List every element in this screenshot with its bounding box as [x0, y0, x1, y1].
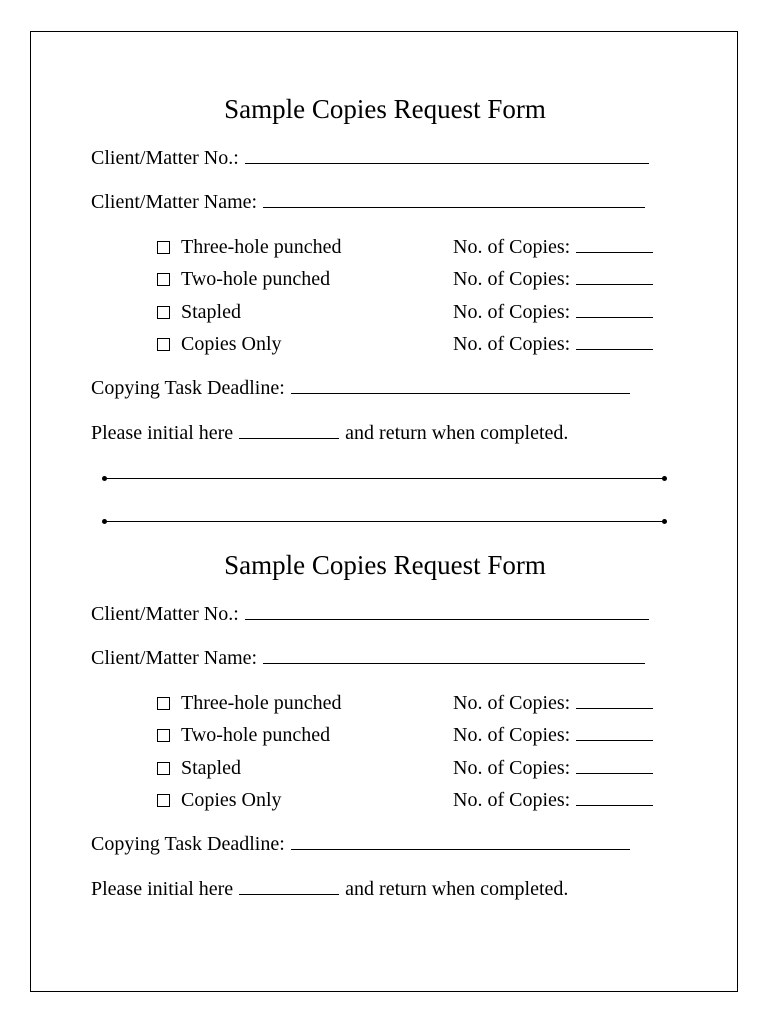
deadline-row — [91, 831, 630, 857]
initial-row — [91, 420, 568, 446]
copies-input[interactable] — [576, 266, 653, 285]
option-label: Two-hole punched — [181, 268, 331, 290]
client-matter-name-label: Client/Matter Name: — [91, 191, 258, 213]
two-hole-punched-checkbox[interactable] — [157, 273, 170, 286]
option-row-stapled — [157, 755, 672, 781]
copies-label: No. of Copies: — [453, 692, 571, 714]
copies-request-form — [0, 456, 770, 900]
client-matter-no-label: Client/Matter No.: — [91, 603, 239, 625]
two-hole-punched-checkbox[interactable] — [157, 729, 170, 742]
option-row-two-hole-punched — [157, 722, 672, 748]
stapled-checkbox[interactable] — [157, 762, 170, 775]
copies-field — [453, 787, 653, 813]
client-matter-name-label: Client/Matter Name: — [91, 647, 258, 669]
copies-input[interactable] — [576, 722, 653, 741]
copies-input[interactable] — [576, 787, 653, 806]
initial-suffix: and return when completed. — [345, 422, 569, 444]
copies-field — [453, 266, 653, 292]
option-row-three-hole-punched — [157, 234, 672, 260]
copies-label: No. of Copies: — [453, 789, 571, 811]
option-label: Stapled — [181, 301, 241, 323]
client-matter-name-row — [91, 189, 645, 215]
copies-only-checkbox[interactable] — [157, 338, 170, 351]
copies-label: No. of Copies: — [453, 724, 571, 746]
option-label: Three-hole punched — [181, 236, 342, 258]
copies-label: No. of Copies: — [453, 301, 571, 323]
copies-field — [453, 755, 653, 781]
option-label: Three-hole punched — [181, 692, 342, 714]
three-hole-punched-checkbox[interactable] — [157, 241, 170, 254]
copies-input[interactable] — [576, 234, 653, 253]
copies-field — [453, 331, 653, 357]
deadline-label: Copying Task Deadline: — [91, 833, 285, 855]
initial-field[interactable] — [239, 876, 339, 895]
client-matter-name-field[interactable] — [263, 645, 645, 664]
option-label: Copies Only — [181, 789, 282, 811]
client-matter-no-row — [91, 145, 649, 171]
copies-request-form — [0, 0, 770, 444]
client-matter-no-field[interactable] — [245, 145, 649, 164]
option-row-copies-only — [157, 331, 672, 357]
initial-row — [91, 876, 568, 902]
stapled-checkbox[interactable] — [157, 306, 170, 319]
deadline-field[interactable] — [291, 375, 630, 394]
client-matter-no-field[interactable] — [245, 601, 649, 620]
copies-field — [453, 690, 653, 716]
copies-field — [453, 722, 653, 748]
option-row-copies-only — [157, 787, 672, 813]
option-row-two-hole-punched — [157, 266, 672, 292]
copies-input[interactable] — [576, 299, 653, 318]
copies-input[interactable] — [576, 690, 653, 709]
option-row-stapled — [157, 299, 672, 325]
form-title: Sample Copies Request Form — [224, 550, 546, 580]
client-matter-name-row — [91, 645, 645, 671]
option-label: Copies Only — [181, 333, 282, 355]
three-hole-punched-checkbox[interactable] — [157, 697, 170, 710]
copies-input[interactable] — [576, 755, 653, 774]
copies-label: No. of Copies: — [453, 236, 571, 258]
copies-label: No. of Copies: — [453, 757, 571, 779]
initial-prefix: Please initial here — [91, 422, 234, 444]
form-title: Sample Copies Request Form — [224, 94, 546, 124]
copies-field — [453, 299, 653, 325]
deadline-label: Copying Task Deadline: — [91, 377, 285, 399]
client-matter-no-row — [91, 601, 649, 627]
option-row-three-hole-punched — [157, 690, 672, 716]
deadline-row — [91, 375, 630, 401]
option-label: Stapled — [181, 757, 241, 779]
copies-field — [453, 234, 653, 260]
initial-prefix: Please initial here — [91, 878, 234, 900]
copies-label: No. of Copies: — [453, 268, 571, 290]
copies-input[interactable] — [576, 331, 653, 350]
copies-label: No. of Copies: — [453, 333, 571, 355]
client-matter-name-field[interactable] — [263, 189, 645, 208]
initial-field[interactable] — [239, 420, 339, 439]
deadline-field[interactable] — [291, 831, 630, 850]
option-label: Two-hole punched — [181, 724, 331, 746]
initial-suffix: and return when completed. — [345, 878, 569, 900]
copies-only-checkbox[interactable] — [157, 794, 170, 807]
client-matter-no-label: Client/Matter No.: — [91, 147, 239, 169]
